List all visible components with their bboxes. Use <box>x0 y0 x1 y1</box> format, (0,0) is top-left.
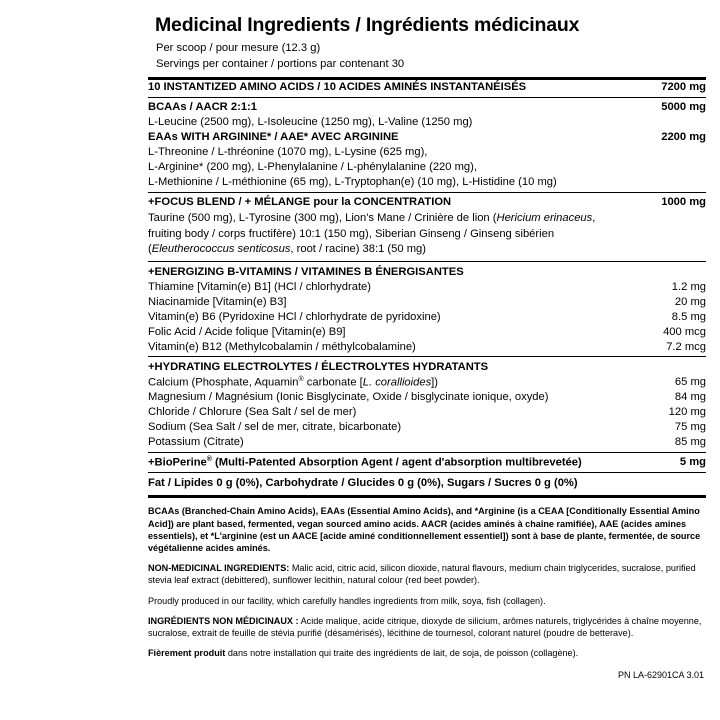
ingredient-amount: 75 mg <box>674 421 706 434</box>
ingredient-label: Folic Acid / Acide folique [Vitamin(e) B9] <box>148 325 346 338</box>
ingredient-amount: 7200 mg <box>661 81 706 94</box>
non-medicinal-text: Malic acid, citric acid, silicon dioxide, natural flavours, medium chain triglycerides, sucralose, purified stevia leaf extract (debittered), sunflower lecithin, natural colour (red beet powder). <box>148 563 696 586</box>
table-row <box>148 359 706 374</box>
ingredient-label: +HYDRATING ELECTROLYTES / ÉLECTROLYTES HYDRATANTS <box>148 360 489 373</box>
ingredient-label: Potassium (Citrate) <box>148 436 244 449</box>
table-row <box>148 279 706 294</box>
ingredient-label: +ENERGIZING B-VITAMINS / VITAMINES B ÉNERGISANTES <box>148 265 464 278</box>
ingredient-amount: 1.2 mg <box>671 280 706 293</box>
ingredient-amount <box>628 175 706 190</box>
ingredient-amount: 1000 mg <box>661 196 706 209</box>
table-row <box>148 420 706 435</box>
ingredient-label: L-Leucine (2500 mg), L-Isoleucine (1250 mg), L-Valine (1250 mg) <box>148 116 473 129</box>
table-row <box>148 405 706 420</box>
table-row <box>148 339 706 354</box>
table-row <box>148 175 706 190</box>
table-row <box>148 80 706 95</box>
ingredient-label: +FOCUS BLEND / + MÉLANGE pour la CONCENTRATION <box>148 196 452 209</box>
ingredient-amount: 5000 mg <box>661 101 706 114</box>
ingredient-amount: 7.2 mcg <box>666 340 706 353</box>
ingredient-label: L-Arginine* (200 mg), L-Phenylalanine / L-phénylalanine (220 mg), <box>148 161 477 174</box>
ingredient-label: L-Methionine / L-méthionine (65 mg), L-Tryptophan(e) (10 mg), L-Histidine (10 mg) <box>148 176 557 189</box>
non-medicinal-label-fr: INGRÉDIENTS NON MÉDICINAUX : <box>148 615 299 626</box>
ingredient-label: Thiamine [Vitamin(e) B1] (HCl / chlorhydrate) <box>148 280 371 293</box>
table-row <box>148 455 706 471</box>
table-row <box>148 294 706 309</box>
ingredient-amount: 20 mg <box>674 295 706 308</box>
ingredient-amount: 8.5 mg <box>671 310 706 323</box>
footnote-allergen-en: Proudly produced in our facility, which carefully handles ingredients from milk, soya, fish (collagen). <box>148 595 546 606</box>
part-number: PN LA-62901CA 3.01 <box>617 670 704 681</box>
table-row <box>148 100 706 115</box>
allergen-label-fr: Fièrement produit <box>148 648 226 659</box>
table-row <box>148 115 706 130</box>
ingredient-amount: 85 mg <box>674 436 706 449</box>
ingredient-amount <box>628 145 706 160</box>
ingredient-label: Chloride / Chlorure (Sea Salt / sel de mer) <box>148 406 357 419</box>
serving-size-line: Per scoop / pour mesure (12.3 g) <box>156 42 321 55</box>
footnote-non-medicinal-fr <box>148 615 706 639</box>
footnote-allergen-fr <box>148 647 706 659</box>
footnote-amino-acids <box>148 505 706 554</box>
ingredient-amount <box>628 475 706 490</box>
page-title: Medicinal Ingredients / Ingrédients médicinaux <box>155 14 580 36</box>
ingredient-label: Calcium (Phosphate, Aquamin® carbonate [L. corallioides]) <box>148 375 439 389</box>
ingredient-label: 10 INSTANTIZED AMINO ACIDS / 10 ACIDES AMINÉS INSTANTANÉISÉS <box>148 81 527 94</box>
table-row <box>148 435 706 450</box>
ingredient-label: Vitamin(e) B12 (Methylcobalamin / méthylcobalamine) <box>148 340 416 353</box>
non-medicinal-text-fr: Acide malique, acide citrique, dioxyde de silicium, arômes naturels, triglycérides à chaîne moyenne, sucralose, extrait de feuille de stévia purifié (désamérisés), lécithine de tournesol, colorant naturel (poudre de betterave). <box>148 615 702 638</box>
ingredient-label: Taurine (500 mg), L-Tyrosine (300 mg), Lion's Mane / Crinière de lion (Hericium erinaceus, fruiting body / corps fructifère) 10:1 (150 mg), Siberian Ginseng / Ginseng sibérien (Eleutherococcus senticosus, root / racine) 38:1 (50 mg) <box>148 212 596 256</box>
ingredient-label: Sodium (Sea Salt / sel de mer, citrate, bicarbonate) <box>148 421 402 434</box>
ingredient-amount: 120 mg <box>668 406 706 419</box>
divider-bottom <box>148 495 706 498</box>
table-row <box>148 130 706 145</box>
allergen-text-fr: dans notre installation qui traite des ingrédients de lait, de soja, de poisson (collagène). <box>225 648 579 659</box>
ingredient-label: +BioPerine® (Multi-Patented Absorption Agent / agent d'absorption multibrevetée) <box>148 456 582 469</box>
table-row <box>148 195 706 210</box>
ingredients-table <box>148 80 706 491</box>
ingredient-amount: 5 mg <box>679 456 706 469</box>
ingredient-amount <box>628 359 706 374</box>
supplement-facts-panel <box>134 0 720 720</box>
footnote-non-medicinal <box>148 562 706 586</box>
table-row <box>148 390 706 405</box>
servings-per-container-line: Servings per container / portions par contenant 30 <box>156 57 405 70</box>
footnote-amino-acids-text: BCAAs (Branched-Chain Amino Acids), EAAs (Essential Amino Acids), and *Arginine (is a CEAA [Conditionally Essential Amino Acid]) are plant based, fermented, vegan sourced amino acids. AACR (acides aminés à chaîne ramifiée), AAE (acides amines essentiels), et *L'arginine (est un AACE [acide aminé conditionnellement essentiel]) sont à base de plante, fermentée, de source végétalienne acides aminés. <box>148 506 701 553</box>
ingredient-amount <box>628 264 706 279</box>
ingredient-amount: 84 mg <box>674 391 706 404</box>
ingredient-label: Vitamin(e) B6 (Pyridoxine HCl / chlorhydrate de pyridoxine) <box>148 310 441 323</box>
ingredient-label: L-Threonine / L-thréonine (1070 mg), L-Lysine (625 mg), <box>148 146 428 159</box>
table-row <box>148 160 706 175</box>
table-row <box>148 264 706 279</box>
ingredient-label: EAAs WITH ARGININE* / AAE* AVEC ARGININE <box>148 131 399 144</box>
ingredient-amount <box>628 210 706 259</box>
ingredient-amount: 2200 mg <box>661 131 706 144</box>
footer-notes <box>148 505 706 681</box>
ingredient-amount <box>628 115 706 130</box>
table-row <box>148 475 706 490</box>
table-row <box>148 324 706 339</box>
ingredient-label: Niacinamide [Vitamin(e) B3] <box>148 295 287 308</box>
non-medicinal-label: NON-MEDICINAL INGREDIENTS: <box>148 563 290 574</box>
ingredient-label: Magnesium / Magnésium (Ionic Bisglycinate, Oxide / bisglycinate ionique, oxyde) <box>148 391 549 404</box>
table-row <box>148 210 706 259</box>
table-row <box>148 374 706 390</box>
table-row <box>148 145 706 160</box>
ingredient-amount: 65 mg <box>674 375 706 388</box>
ingredient-label: BCAAs / AACR 2:1:1 <box>148 101 257 114</box>
ingredient-label: Fat / Lipides 0 g (0%), Carbohydrate / Glucides 0 g (0%), Sugars / Sucres 0 g (0%) <box>148 476 578 489</box>
ingredient-amount <box>628 160 706 175</box>
table-row <box>148 309 706 324</box>
ingredient-amount: 400 mcg <box>663 325 706 338</box>
